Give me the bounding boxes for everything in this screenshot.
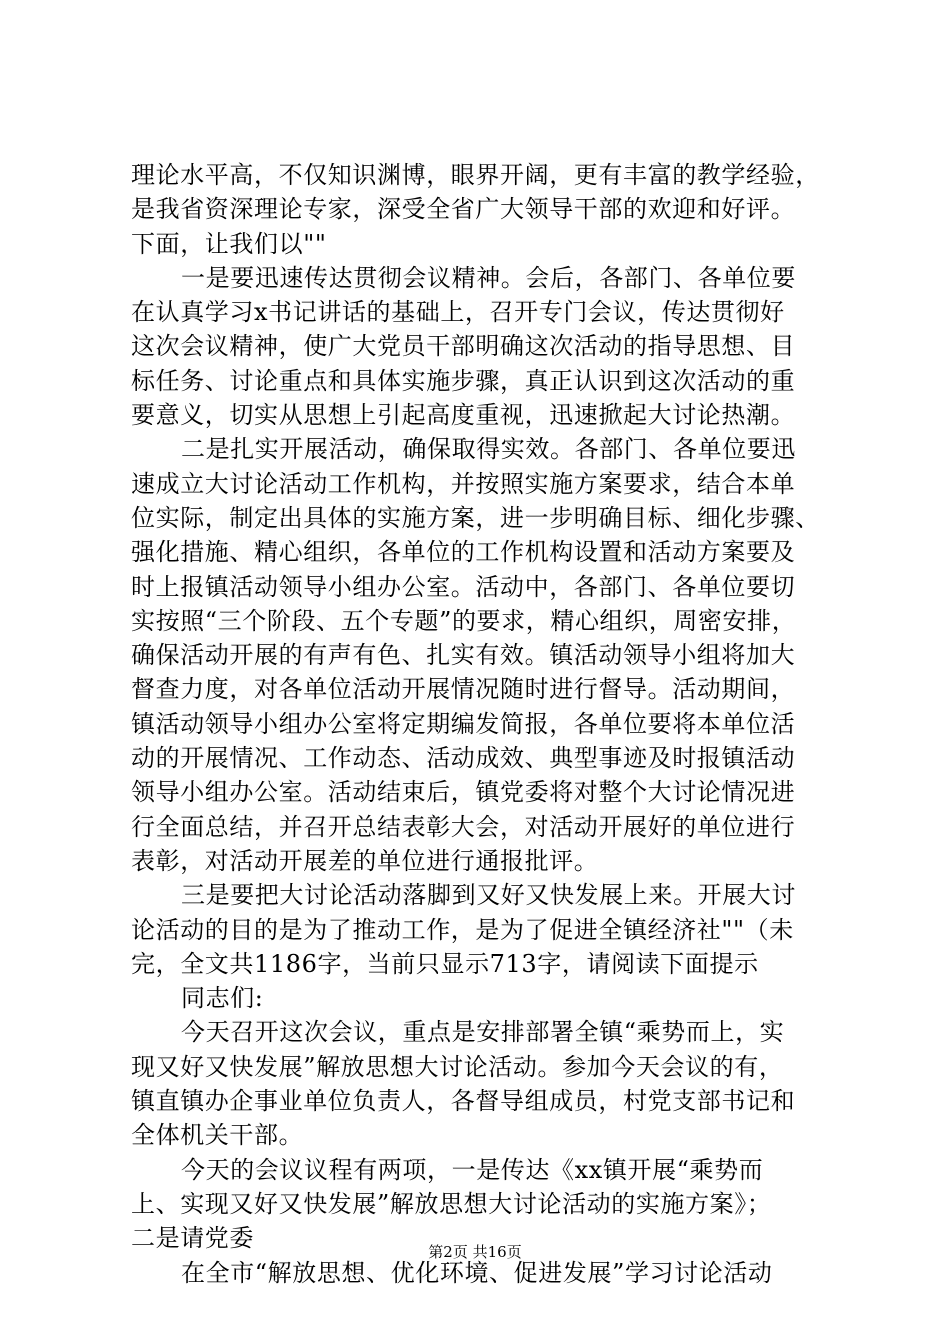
text-line: 一是要迅速传达贯彻会议精神。会后，各部门、各单位要: [181, 263, 796, 292]
text-line: 二是扎实开展活动，确保取得实效。各部门、各单位要迅: [181, 435, 796, 464]
page-footer: 第2页 共16页: [428, 1243, 522, 1261]
text-line: 理论水平高，不仅知识渊博，眼界开阔，更有丰富的教学经验，: [131, 161, 820, 189]
text-line: 行全面总结，并召开总结表彰大会，对活动开展好的单位进行: [131, 812, 796, 841]
text-line: 速成立大讨论活动工作机构，并按照实施方案要求，结合本单: [131, 469, 796, 498]
text-line: 这次会议精神，使广大党员干部明确这次活动的指导思想、目: [131, 332, 796, 361]
text-line: 动的开展情况、工作动态、活动成效、典型事迹及时报镇活动: [131, 744, 796, 773]
text-line: 督查力度，对各单位活动开展情况随时进行督导。活动期间，: [131, 675, 796, 704]
text-line: 今天召开这次会议，重点是安排部署全镇“乘势而上，实: [181, 1018, 785, 1047]
text-line: 要意义，切实从思想上引起高度重视，迅速掀起大讨论热潮。: [131, 401, 796, 430]
text-line: 论活动的目的是为了推动工作，是为了促进全镇经济社""（未: [131, 915, 794, 944]
text-line: 今天的会议议程有两项，一是传达《xx镇开展“乘势而: [181, 1155, 764, 1184]
text-line: 镇活动领导小组办公室将定期编发简报，各单位要将本单位活: [131, 709, 796, 738]
text-line: 二是请党委: [131, 1224, 254, 1253]
text-line: 表彰，对活动开展差的单位进行通报批评。: [131, 846, 599, 875]
text-line: 完，全文共1186字，当前只显示713字，请阅读下面提示: [131, 949, 759, 978]
body-text: [131, 158, 831, 1290]
text-line: 在认真学习x书记讲话的基础上，召开专门会议，传达贯彻好: [131, 298, 785, 327]
text-line: 现又好又快发展”解放思想大讨论活动。参加今天会议的有，: [131, 1052, 784, 1081]
text-line: 是我省资深理论专家，深受全省广大领导干部的欢迎和好评。: [131, 195, 796, 224]
text-line: 镇直镇办企事业单位负责人，各督导组成员，村党支部书记和: [131, 1087, 796, 1116]
text-line: 确保活动开展的有声有色、扎实有效。镇活动领导小组将加大: [131, 641, 796, 670]
text-line: 实按照“三个阶段、五个专题”的要求，精心组织，周密安排，: [131, 606, 797, 635]
text-line: 强化措施、精心组织，各单位的工作机构设置和活动方案要及: [131, 538, 796, 567]
text-line: 时上报镇活动领导小组办公室。活动中，各部门、各单位要切: [131, 572, 796, 601]
text-line: 三是要把大讨论活动落脚到又好又快发展上来。开展大讨: [181, 881, 796, 910]
text-line: 位实际，制定出具体的实施方案，进一步明确目标、细化步骤、: [131, 503, 820, 532]
text-line: 领导小组办公室。活动结束后，镇党委将对整个大讨论情况进: [131, 778, 796, 807]
text-line: 上、实现又好又快发展”解放思想大讨论活动的实施方案》；: [131, 1189, 772, 1218]
text-line: 标任务、讨论重点和具体实施步骤，真正认识到这次活动的重: [131, 366, 796, 395]
text-line: 下面，让我们以"": [131, 229, 327, 258]
text-line: 全体机关干部。: [131, 1121, 304, 1150]
text-line: 在全市“解放思想、优化环境、促进发展”学习讨论活动: [181, 1258, 773, 1287]
text-line: 同志们:: [181, 984, 264, 1013]
